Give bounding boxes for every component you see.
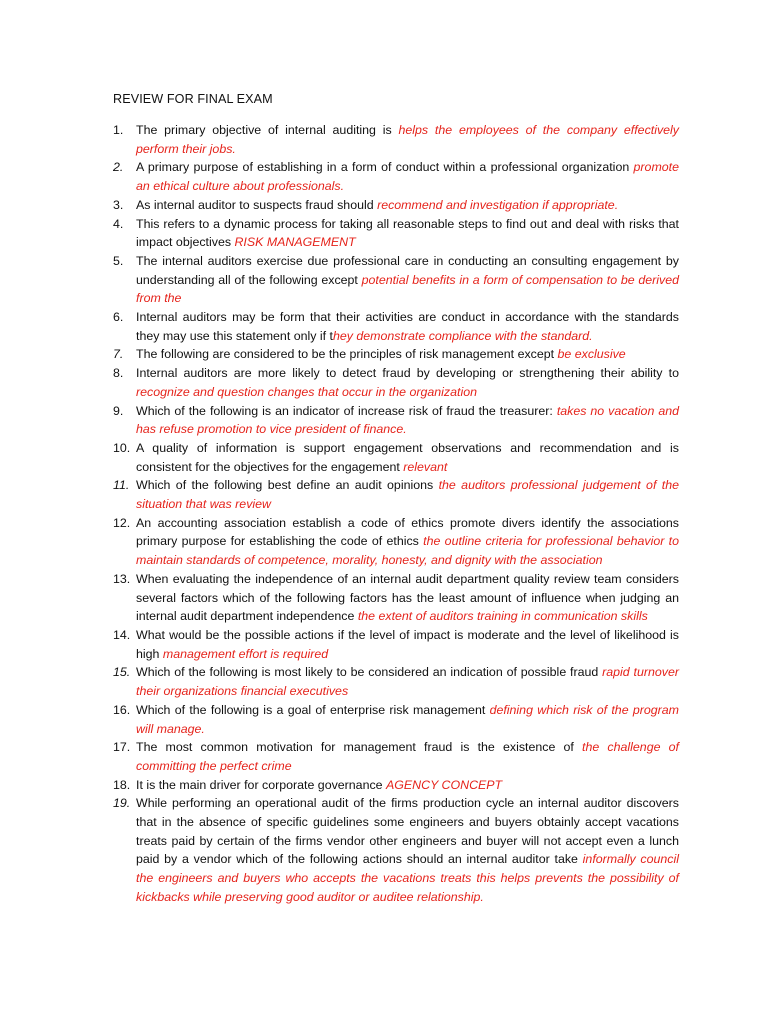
question-text: Which of the following is a goal of enterprise risk management <box>136 702 490 717</box>
answer-text: management effort is required <box>162 646 329 661</box>
item-text <box>136 514 679 570</box>
question-text: Which of the following is most likely to be considered an indication of possible fraud <box>136 665 603 680</box>
item-text <box>136 439 679 476</box>
item-number: 18. <box>113 777 131 792</box>
answer-text: the outline criteria for professional behavior to maintain standards of competence, morality, honesty, and dignity with the association <box>136 534 679 568</box>
item-number: 12. <box>113 515 131 530</box>
answer-text: potential benefits in a form of compensation to be derived from the <box>136 272 679 306</box>
item-text <box>136 215 679 252</box>
item-number: 16. <box>113 702 131 717</box>
question-text: An accounting association establish a code of ethics promote divers identify the associations primary purpose for establishing the code of ethics <box>136 515 679 549</box>
list-item <box>113 308 679 345</box>
item-number: 19. <box>113 796 131 811</box>
question-text: The following are considered to be the principles of risk management except <box>136 347 558 362</box>
item-text <box>136 701 679 738</box>
item-number: 4. <box>113 216 124 231</box>
item-number: 17. <box>113 740 131 755</box>
item-number: 10. <box>113 440 131 455</box>
question-text: A primary purpose of establishing in a form of conduct within a professional organization <box>136 160 634 175</box>
list-item <box>113 345 679 364</box>
list-item <box>113 439 679 476</box>
question-text: The internal auditors exercise due professional care in conducting an consulting engagement by understanding all of the following except <box>136 253 679 287</box>
item-number: 8. <box>113 366 124 381</box>
item-text <box>136 738 679 775</box>
answer-text: helps the employees of the company effectively perform their jobs. <box>136 123 679 156</box>
item-text <box>136 364 679 401</box>
item-text <box>136 158 679 195</box>
question-text: Which of the following is an indicator of increase risk of fraud the treasurer: <box>136 403 557 418</box>
item-text <box>136 196 679 215</box>
item-text <box>136 570 679 626</box>
question-text: Internal auditors may be form that their activities are conduct in accordance with the standards they may use this statement only if t <box>136 310 679 343</box>
item-number: 1. <box>113 123 124 137</box>
item-number: 7. <box>113 347 124 362</box>
item-number: 15. <box>113 665 131 680</box>
question-text: Internal auditors are more likely to detect fraud by developing or strengthening their ability to <box>136 366 679 381</box>
list-item <box>113 794 679 906</box>
question-text: As internal auditor to suspects fraud should <box>136 197 378 212</box>
item-number: 2. <box>113 160 124 175</box>
item-number: 9. <box>113 403 124 418</box>
answer-text: RISK MANAGEMENT <box>234 235 356 250</box>
list-item <box>113 738 679 775</box>
item-text <box>136 121 679 158</box>
item-text <box>136 476 679 513</box>
answer-text: promote an ethical culture about professionals. <box>136 160 679 194</box>
answer-text: AGENCY CONCEPT <box>386 777 503 792</box>
item-text <box>136 252 679 308</box>
list-item <box>113 701 679 738</box>
answer-text: takes no vacation and has refuse promotion to vice president of finance. <box>136 403 679 437</box>
answer-text: relevant <box>403 459 448 474</box>
page-title: REVIEW FOR FINAL EXAM <box>113 92 273 106</box>
list-item <box>113 514 679 570</box>
answer-text: recognize and question changes that occur in the organization <box>136 384 477 399</box>
item-number: 11. <box>113 478 130 493</box>
question-text: This refers to a dynamic process for taking all reasonable steps to find out and deal with risks that impact objectives <box>136 216 679 250</box>
list-item <box>113 476 679 513</box>
item-text <box>136 402 679 439</box>
list-item <box>113 158 679 195</box>
answer-text: defining which risk of the program will manage. <box>136 702 680 736</box>
answer-text: the auditors professional judgement of the situation that was review <box>136 478 679 512</box>
item-text <box>136 308 679 345</box>
list-item <box>113 121 679 158</box>
item-text <box>136 794 679 906</box>
list-item <box>113 364 679 401</box>
question-text: When evaluating the independence of an internal audit department quality review team considers several factors which of the following factors has the least amount of influence when judging an internal audit department independence <box>136 571 679 624</box>
list-item <box>113 776 679 795</box>
list-item <box>113 215 679 252</box>
question-text: Which of the following best define an audit opinions <box>136 478 439 493</box>
question-text: What would be the possible actions if the level of impact is moderate and the level of likelihood is high <box>136 627 679 661</box>
item-text <box>136 345 679 364</box>
question-text: A quality of information is support engagement observations and recommendation and is consistent for the objectives for the engagement <box>136 440 679 474</box>
answer-text: the challenge of committing the perfect crime <box>136 740 679 773</box>
item-number: 3. <box>113 197 124 212</box>
item-text <box>136 626 679 663</box>
question-text: The primary objective of internal auditing is <box>136 123 399 137</box>
answer-text: recommend and investigation if appropriate. <box>377 197 619 212</box>
question-text: While performing an operational audit of the firms production cycle an internal auditor discovers that in the absence of specific guidelines some engineers and buyers obtainly accept vacations treats paid by certain of the firms vendor other engineers and buyer will not accept even a lunch paid by a vendor which of the following actions should an internal auditor take <box>136 796 679 867</box>
answer-text: be exclusive <box>557 347 626 362</box>
answer-text: rapid turnover their organizations financial executives <box>136 665 679 699</box>
answer-text: hey demonstrate compliance with the standard. <box>332 328 593 343</box>
list-item <box>113 663 679 700</box>
question-text: It is the main driver for corporate governance <box>136 777 386 792</box>
item-number: 6. <box>113 310 124 325</box>
list-item <box>113 196 679 215</box>
question-list <box>113 121 679 907</box>
list-item <box>113 252 679 308</box>
item-text <box>136 663 679 700</box>
list-item <box>113 402 679 439</box>
answer-text: the extent of auditors training in communication skills <box>357 609 648 624</box>
item-number: 5. <box>113 253 124 268</box>
list-item <box>113 626 679 663</box>
item-number: 13. <box>113 571 131 586</box>
list-item <box>113 570 679 626</box>
answer-text: informally council the engineers and buyers who accepts the vacations treats this helps prevents the possibility of kickbacks while preserving good auditor or auditee relationship. <box>136 852 680 904</box>
item-text <box>136 776 679 795</box>
item-number: 14. <box>113 627 131 642</box>
question-text: The most common motivation for management fraud is the existence of <box>136 740 583 755</box>
